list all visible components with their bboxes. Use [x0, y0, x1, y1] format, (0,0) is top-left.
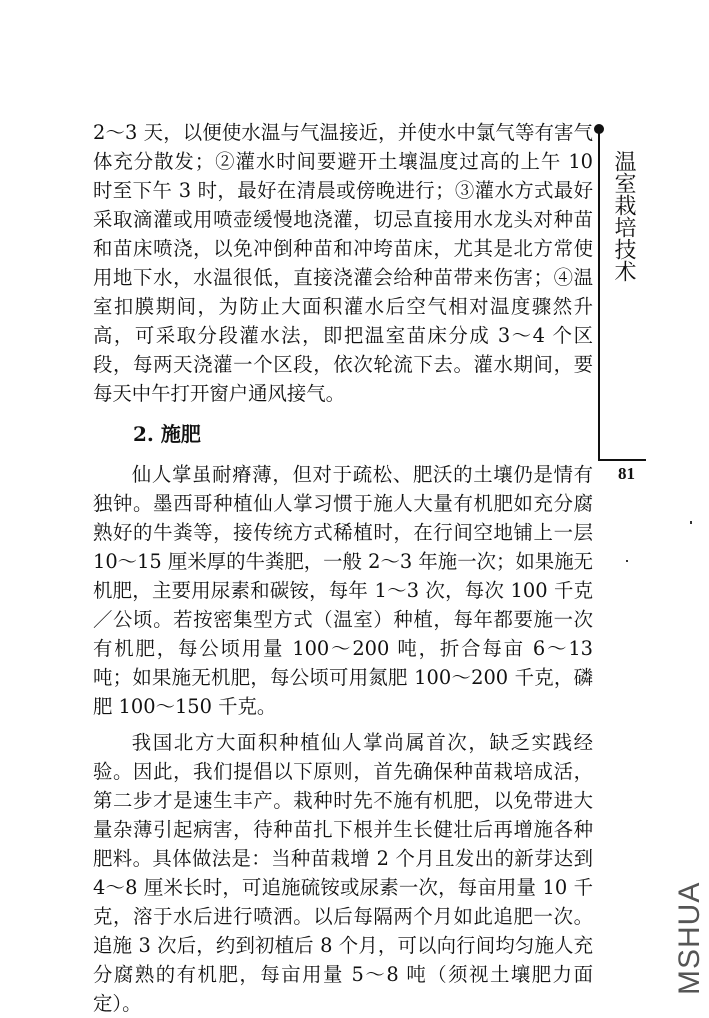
scan-speck	[626, 560, 628, 562]
margin-vertical-rule	[598, 130, 600, 460]
body-text	[93, 118, 593, 1018]
page-number: 81	[618, 464, 635, 483]
paragraph-irrigation-continued: 2～3 天，以便使水温与气温接近，并使水中氯气等有害气体充分散发；②灌水时间要避开土壤温度过高的上午 10 时至下午 3 时，最好在清晨或傍晚进行；③灌水方式最好采取滴灌或用喷壶缓慢地浇灌，切忌直接用水龙头对种苗和苗床喷浇，以免冲倒种苗和冲垮苗床，尤其是北方常使用地下水，水温很低，直接浇灌会给种苗带来伤害；④温室扣膜期间，为防止大面积灌水后空气相对温度骤然升高，可采取分段灌水法，即把温室苗床分成 3～4 个区段，每两天浇灌一个区段，依次轮流下去。灌水期间，要每天中午打开窗户通风接气。	[93, 121, 593, 405]
section-heading-fertilizing: 2. 施肥	[133, 422, 201, 446]
watermark: MSHUA	[673, 881, 706, 995]
paragraph-fertilizing-2: 我国北方大面积种植仙人掌尚属首次，缺乏实践经验。因此，我们提倡以下原则，首先确保种苗栽培成活，第二步才是速生丰产。栽种时先不施有机肥，以免带进大量杂薄引起病害，待种苗扎下根并生长健壮后再增施各种肥料。具体做法是：当种苗栽增 2 个月且发出的新芽达到 4～8 厘米长时，可追施硫铵或尿素一次，每亩用量 10 千克，溶于水后进行喷洒。以后每隔两个月如此追肥一次。追施 3 次后，约到初植后 8 个月，可以向行间均匀施人充分腐熟的有机肥，每亩用量 5～8 吨（须视土壤肥力面定）。	[93, 731, 593, 1015]
scan-speck	[690, 521, 692, 524]
running-title: 温室栽培技术	[611, 150, 636, 282]
paragraph-fertilizing-1: 仙人掌虽耐瘠薄，但对于疏松、肥沃的土壤仍是情有独钟。墨西哥种植仙人掌习惯于施人大量有机肥如充分腐熟好的牛粪等，接传统方式稀植时，在行间空地铺上一层 10～15 厘米厚的牛粪肥，一般 2～3 年施一次；如果施无机肥，主要用尿素和碳铵，每年 1～3 次，每次 100 千克／公顷。若按密集型方式（温室）种植，每年都要施一次有机肥，每公顷用量 100～200 吨，折合每亩 6～13 吨；如果施无机肥，每公顷可用氮肥 100～200 千克，磷肥 100～150 千克。	[93, 463, 593, 718]
margin-horizontal-rule	[598, 459, 646, 461]
